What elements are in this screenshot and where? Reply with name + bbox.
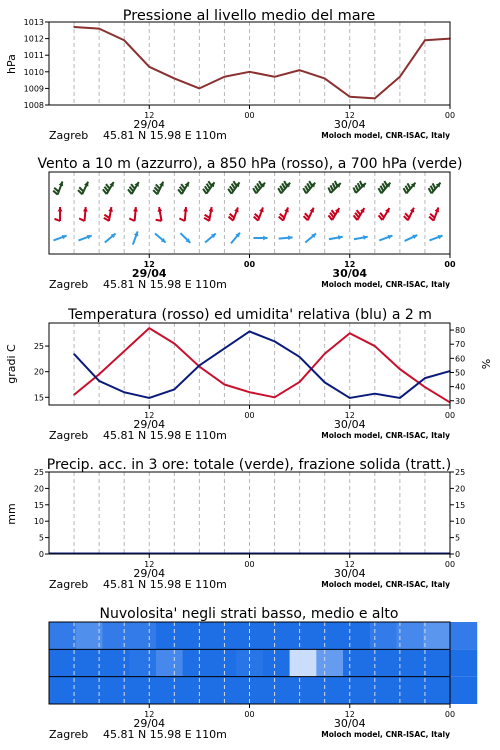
wind-850-arrow <box>328 208 339 220</box>
y-tick-label: 1012 <box>23 34 44 44</box>
cloud-cell <box>102 622 129 649</box>
cloud-title: Nuvolosita' negli strati basso, medio e alto <box>99 606 399 622</box>
data-point <box>399 76 401 78</box>
wind-barb <box>328 187 330 192</box>
y-tick-label: 25 <box>455 468 466 477</box>
y-tick-label: 0 <box>455 550 461 559</box>
y-tick-label: 25 <box>33 342 44 352</box>
wind-10m-arrow <box>329 235 343 240</box>
arrow-head <box>83 207 88 212</box>
data-point <box>199 365 201 367</box>
wind-700-arrow <box>253 181 265 193</box>
cloud-cell <box>343 649 370 676</box>
wind-barb <box>278 188 281 193</box>
y-tick-label: 30 <box>455 396 466 406</box>
wind-700-arrow <box>103 182 114 194</box>
wind-barb <box>404 188 407 193</box>
cloud-cell <box>343 622 370 649</box>
wind-700-arrow <box>53 181 63 194</box>
arrow-head <box>263 236 267 241</box>
data-point <box>199 88 201 90</box>
data-point <box>73 353 75 355</box>
wind-10m-arrow <box>205 234 216 243</box>
cloud-cell <box>397 677 424 704</box>
wind-barb <box>104 215 109 218</box>
precip-x-axis <box>49 554 455 591</box>
wind-barb <box>257 183 260 188</box>
cloud-cell <box>156 622 183 649</box>
pressure-panel <box>5 8 451 110</box>
temperature-humidity-series <box>73 327 451 403</box>
cloud-cell <box>370 622 397 649</box>
wind-barb <box>104 218 109 221</box>
precip-title: Precip. acc. in 3 ore: totale (verde), frazione solida (tratt.) <box>46 457 452 473</box>
x-tick-label: 00 <box>244 111 255 120</box>
wind-barb <box>309 181 312 186</box>
y-tick-label: 60 <box>455 354 466 364</box>
wind-700-arrow <box>278 181 290 193</box>
cloud-cell <box>49 677 76 704</box>
cloud-cell <box>423 649 450 676</box>
y-tick-label: 10 <box>33 517 44 527</box>
data-point <box>98 380 100 382</box>
y-tick-label: 1013 <box>23 18 44 27</box>
x-tick-label: 12 <box>344 111 355 120</box>
wind-barb <box>433 183 436 188</box>
wind-850-arrow <box>179 207 188 221</box>
wind-barb <box>79 218 84 221</box>
data-point <box>174 78 176 80</box>
x-tick-label: 00 <box>243 260 256 269</box>
precip-panel <box>5 457 465 559</box>
cloud-cell <box>183 677 210 704</box>
wind-barb <box>353 187 355 192</box>
pressure-series <box>73 26 451 99</box>
date-label: 29/04 <box>131 267 167 280</box>
wind-10m-arrow <box>379 235 392 241</box>
data-point <box>424 386 426 388</box>
wind-x-axis <box>49 254 456 291</box>
x-tick-label: 12 <box>144 560 155 569</box>
date-label: 30/04 <box>333 717 366 730</box>
wind-700-arrow <box>353 181 365 193</box>
wind-barb <box>356 185 358 190</box>
data-point <box>349 96 351 98</box>
wind-barb <box>280 186 283 191</box>
cloud-cell <box>450 677 477 704</box>
date-label: 30/04 <box>333 418 366 431</box>
coords-label: 45.81 N 15.98 E 110m <box>103 578 227 591</box>
y-tick-label: 1008 <box>23 101 44 110</box>
pressure-line <box>74 27 450 98</box>
wind-700-arrow <box>128 182 139 194</box>
wind-10m-arrow <box>279 235 293 240</box>
x-tick-label: 00 <box>444 710 456 719</box>
data-point <box>374 393 376 395</box>
precip-frame <box>49 472 450 554</box>
wind-barb <box>378 188 381 193</box>
wind-barb <box>407 183 410 188</box>
arrow-head <box>58 207 63 211</box>
wind-10m-arrow <box>53 235 66 241</box>
cloud-cell <box>49 649 76 676</box>
place-label: Zagreb <box>49 278 89 291</box>
data-point <box>98 373 100 375</box>
data-point <box>274 397 276 399</box>
date-label: 30/04 <box>333 567 366 580</box>
wind-850-arrow <box>204 207 213 221</box>
cloud-cell <box>129 622 156 649</box>
place-label: Zagreb <box>49 129 89 142</box>
data-point <box>424 377 426 379</box>
wind-barb <box>360 181 362 186</box>
temperature-title: Temperatura (rosso) ed umidita' relativa (blu) a 2 m <box>68 307 432 323</box>
wind-title: Vento a 10 m (azzurro), a 850 hPa (rosso), a 700 hPa (verde) <box>37 156 463 172</box>
precip-y-ticks-right <box>450 468 465 559</box>
cloud-cell <box>183 649 210 676</box>
coords-label: 45.81 N 15.98 E 110m <box>103 278 227 291</box>
x-tick-label: 12 <box>143 260 155 269</box>
y-tick-label: 5 <box>38 533 44 543</box>
wind-850-arrow <box>379 208 390 220</box>
data-point <box>123 350 125 352</box>
x-tick-label: 00 <box>244 411 255 420</box>
data-point <box>349 332 351 334</box>
x-tick-label: 00 <box>444 111 456 120</box>
wind-barb <box>358 183 360 188</box>
model-label: Moloch model, CNR-ISAC, Italy <box>321 131 450 140</box>
model-label: Moloch model, CNR-ISAC, Italy <box>321 730 450 739</box>
pressure-x-axis <box>49 105 455 142</box>
wind-10m-arrow <box>133 231 139 244</box>
data-point <box>299 69 301 71</box>
data-point <box>399 397 401 399</box>
y-tick-label: 10 <box>455 517 466 527</box>
wind-850-arrow <box>104 207 113 221</box>
cloud-cell <box>343 677 370 704</box>
data-point <box>148 397 150 399</box>
temperature-ylabel: gradi C <box>5 344 18 384</box>
wind-barb <box>380 186 383 191</box>
data-point <box>73 394 75 396</box>
wind-10m-arrow <box>155 234 166 243</box>
data-point <box>424 39 426 41</box>
wind-barb <box>204 218 209 221</box>
y-tick-label: 25 <box>33 468 44 477</box>
coords-label: 45.81 N 15.98 E 110m <box>103 429 227 442</box>
wind-barb <box>405 186 408 191</box>
temperature-y-ticks <box>34 342 49 402</box>
wind-barb <box>156 220 162 221</box>
y-tick-label: 80 <box>455 326 466 336</box>
cloud-cell <box>209 622 236 649</box>
cloud-cell <box>102 649 129 676</box>
data-point <box>123 391 125 393</box>
x-tick-label: 00 <box>444 411 456 420</box>
wind-850-arrow <box>354 208 365 220</box>
x-tick-label: 00 <box>444 560 456 569</box>
data-point <box>249 391 251 393</box>
temperature-x-axis <box>49 405 455 442</box>
wind-barb <box>282 183 285 188</box>
humidity-ylabel: % <box>480 358 493 370</box>
cloud-cell <box>49 622 76 649</box>
wind-850-arrow <box>254 207 264 220</box>
wind-700-arrow <box>404 183 416 194</box>
x-tick-label: 12 <box>144 710 155 719</box>
cloud-cell <box>290 622 317 649</box>
wind-barb <box>333 183 335 188</box>
date-label: 29/04 <box>133 567 166 580</box>
y-tick-label: 1010 <box>23 67 44 77</box>
cloud-panel <box>49 606 477 704</box>
wind-barb <box>429 188 432 193</box>
wind-10m-arrow <box>180 233 190 243</box>
cloud-cell <box>156 649 183 676</box>
model-label: Moloch model, CNR-ISAC, Italy <box>321 280 450 289</box>
wind-barb <box>253 188 256 193</box>
wind-10m-arrow <box>231 233 240 244</box>
precip-gridlines <box>74 472 425 554</box>
data-point <box>299 356 301 358</box>
wind-panel <box>37 156 462 254</box>
cloud-cell <box>450 622 477 649</box>
x-tick-label: 00 <box>244 560 255 569</box>
pressure-title: Pressione al livello medio del mare <box>122 8 376 24</box>
place-label: Zagreb <box>49 728 89 741</box>
wind-barb <box>129 218 134 221</box>
x-tick-label: 12 <box>344 260 356 269</box>
x-tick-label: 12 <box>344 560 355 569</box>
data-point <box>349 397 351 399</box>
pressure-ylabel: hPa <box>5 54 18 74</box>
cloud-cell <box>209 649 236 676</box>
data-point <box>224 76 226 78</box>
wind-700-arrow <box>429 183 441 194</box>
x-tick-label: 00 <box>244 710 255 719</box>
data-point <box>224 348 226 350</box>
wind-barb <box>384 181 387 186</box>
x-tick-label: 00 <box>444 260 456 269</box>
data-point <box>123 39 125 41</box>
cloud-cell <box>316 677 343 704</box>
wind-10m-arrow <box>254 236 268 241</box>
date-label: 30/04 <box>333 118 366 131</box>
data-point <box>224 384 226 386</box>
wind-10m-arrow <box>405 235 418 241</box>
wind-barb <box>382 183 385 188</box>
wind-barb <box>284 181 287 186</box>
y-tick-label: 40 <box>455 382 466 392</box>
wind-850-arrow <box>156 207 163 221</box>
x-tick-label: 12 <box>144 411 155 420</box>
wind-850-arrow <box>79 207 88 221</box>
data-point <box>324 353 326 355</box>
cloud-cell <box>423 622 450 649</box>
wind-barb <box>431 186 434 191</box>
data-point <box>174 343 176 345</box>
wind-700-arrow <box>203 181 214 194</box>
y-tick-label: 50 <box>455 368 466 378</box>
humidity-y-ticks <box>450 326 465 406</box>
temperature-panel <box>5 307 493 406</box>
wind-700-arrow <box>228 181 239 194</box>
y-tick-label: 15 <box>455 500 466 510</box>
data-point <box>274 76 276 78</box>
data-point <box>98 28 100 30</box>
wind-barb <box>331 185 333 190</box>
pressure-y-ticks <box>24 18 49 110</box>
data-point <box>274 341 276 343</box>
data-point <box>73 26 75 28</box>
y-tick-label: 20 <box>33 367 44 377</box>
cloud-cell <box>397 622 424 649</box>
cloud-cell <box>156 677 183 704</box>
y-tick-label: 1009 <box>23 84 44 94</box>
x-tick-label: 12 <box>344 411 355 420</box>
cloud-cell <box>263 677 290 704</box>
wind-barb <box>335 181 337 186</box>
place-label: Zagreb <box>49 578 89 591</box>
model-label: Moloch model, CNR-ISAC, Italy <box>321 580 450 589</box>
cloud-cell <box>183 622 210 649</box>
temperature-line <box>74 328 450 402</box>
cloud-cells <box>49 622 477 704</box>
data-point <box>374 98 376 100</box>
cloud-cell <box>102 677 129 704</box>
wind-850-arrow <box>279 207 289 220</box>
cloud-cell <box>129 649 156 676</box>
wind-850-arrow <box>404 208 414 221</box>
wind-barb <box>305 186 308 191</box>
arrow-head <box>133 207 138 212</box>
coords-label: 45.81 N 15.98 E 110m <box>103 129 227 142</box>
data-point <box>374 345 376 347</box>
y-tick-label: 5 <box>455 533 461 543</box>
y-tick-label: 15 <box>33 500 44 510</box>
wind-barb <box>205 215 210 218</box>
cloud-cell <box>209 677 236 704</box>
precip-ylabel: mm <box>5 503 18 525</box>
wind-700-arrow <box>303 181 315 193</box>
cloud-cell <box>316 622 343 649</box>
wind-gridlines <box>74 172 425 254</box>
data-point <box>249 71 251 73</box>
x-tick-label: 12 <box>344 710 355 719</box>
precip-y-ticks <box>34 468 49 559</box>
cloud-cell <box>263 649 290 676</box>
date-label: 29/04 <box>133 118 166 131</box>
wind-arrows <box>53 181 442 245</box>
wind-700-arrow <box>178 182 189 194</box>
data-point <box>174 389 176 391</box>
data-point <box>148 327 150 329</box>
wind-10m-arrow <box>79 235 92 241</box>
wind-barb <box>303 188 306 193</box>
y-tick-label: 1011 <box>23 51 44 61</box>
cloud-x-axis <box>49 704 455 741</box>
cloud-cell <box>129 677 156 704</box>
wind-10m-arrow <box>305 234 316 243</box>
date-label: 29/04 <box>133 418 166 431</box>
wind-10m-arrow <box>105 234 116 243</box>
wind-850-arrow <box>54 207 62 221</box>
wind-700-arrow <box>153 182 163 195</box>
cloud-cell <box>290 649 317 676</box>
wind-10m-arrow <box>429 235 442 241</box>
wind-700-arrow <box>78 182 88 195</box>
wind-10m-arrow <box>354 235 368 240</box>
wind-850-arrow <box>229 207 239 220</box>
data-point <box>148 66 150 68</box>
wind-barb <box>259 181 262 186</box>
pressure-gridlines <box>74 22 425 105</box>
wind-850-arrow <box>129 207 138 221</box>
coords-label: 45.81 N 15.98 E 110m <box>103 728 227 741</box>
cloud-cell <box>263 622 290 649</box>
cloud-cell <box>316 649 343 676</box>
data-point <box>399 368 401 370</box>
wind-barb <box>255 186 258 191</box>
y-tick-label: 15 <box>33 393 44 403</box>
data-point <box>324 78 326 80</box>
cloud-cell <box>370 649 397 676</box>
date-label: 30/04 <box>332 267 368 280</box>
wind-barb <box>179 218 184 221</box>
place-label: Zagreb <box>49 429 89 442</box>
data-point <box>324 382 326 384</box>
arrow-head <box>183 207 188 212</box>
date-label: 29/04 <box>133 717 166 730</box>
y-tick-label: 20 <box>33 484 44 494</box>
cloud-cell <box>423 677 450 704</box>
model-label: Moloch model, CNR-ISAC, Italy <box>321 431 450 440</box>
wind-850-arrow <box>429 207 439 220</box>
y-tick-label: 0 <box>38 550 44 559</box>
x-tick-label: 12 <box>144 111 155 120</box>
arrow-head <box>288 235 293 240</box>
cloud-cell <box>370 677 397 704</box>
y-tick-label: 20 <box>455 484 466 494</box>
y-tick-label: 70 <box>455 340 466 350</box>
cloud-cell <box>450 649 477 676</box>
data-point <box>299 381 301 383</box>
wind-700-arrow <box>378 181 390 193</box>
wind-850-arrow <box>304 208 314 221</box>
data-point <box>249 331 251 333</box>
wind-barb <box>307 183 310 188</box>
cloud-cell <box>397 649 424 676</box>
wind-700-arrow <box>328 181 340 193</box>
cloud-cell <box>290 677 317 704</box>
